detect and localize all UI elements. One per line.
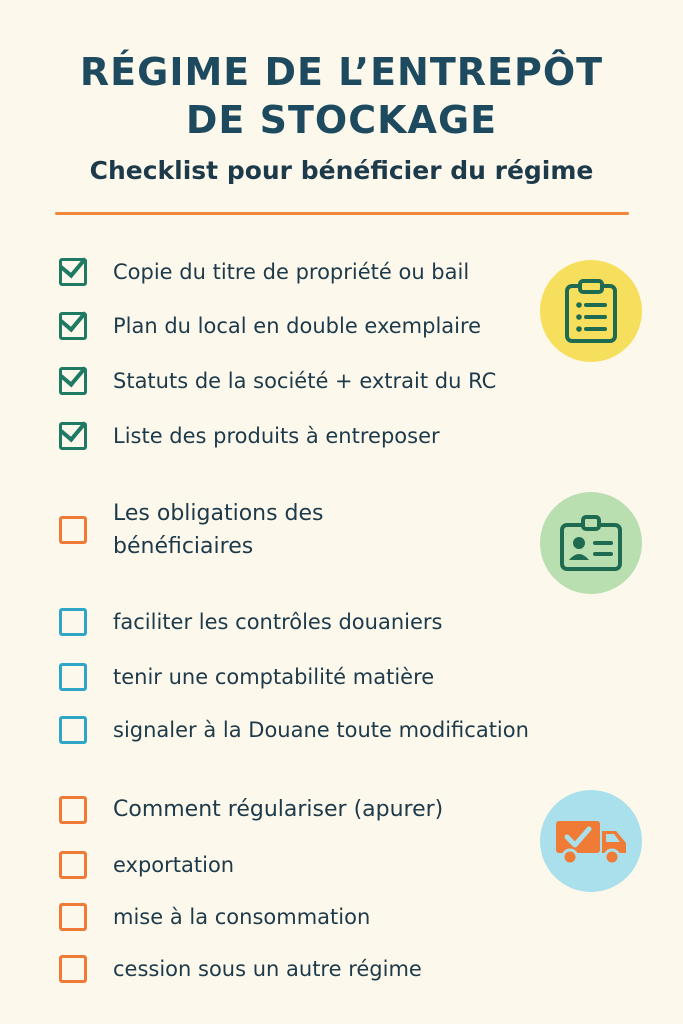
clipboard-list-icon <box>563 278 619 344</box>
header-divider <box>55 212 629 215</box>
checklist-label: tenir une comptabilité matière <box>113 665 435 689</box>
checklist-item-exportation[interactable] <box>59 850 234 880</box>
checkbox-unchecked[interactable] <box>59 608 87 636</box>
checklist-item-consommation[interactable] <box>59 902 370 932</box>
checkbox-unchecked[interactable] <box>59 955 87 983</box>
page-subtitle: Checklist pour bénéficier du régime <box>89 156 594 185</box>
clipboard-badge <box>540 260 642 362</box>
title-line-2: DE STOCKAGE <box>185 98 498 142</box>
checkbox-unchecked[interactable] <box>59 716 87 744</box>
regularisation-heading-item[interactable] <box>59 795 443 825</box>
checkbox-unchecked[interactable] <box>59 796 87 824</box>
checklist-label: signaler à la Douane toute modification <box>113 718 529 742</box>
checklist-item-statuts[interactable] <box>59 366 496 396</box>
page-title <box>0 48 683 144</box>
obligations-heading-item[interactable] <box>59 497 413 563</box>
checkbox-unchecked[interactable] <box>59 516 87 544</box>
checklist-item-title-propriete[interactable] <box>59 257 469 287</box>
checklist-label: faciliter les contrôles douaniers <box>113 610 443 634</box>
checklist-label: exportation <box>113 853 235 877</box>
checkbox-checked[interactable] <box>59 258 87 286</box>
checkmark-icon <box>59 414 87 443</box>
truck-circle <box>540 790 642 892</box>
checklist-item-signaler[interactable] <box>59 715 529 745</box>
checklist-label: cession sous un autre régime <box>113 957 422 981</box>
checkbox-unchecked[interactable] <box>59 663 87 691</box>
checklist-label: Liste des produits à entreposer <box>113 424 440 448</box>
checklist-item-plan-local[interactable] <box>59 311 481 341</box>
checklist-item-liste-produits[interactable] <box>59 421 440 451</box>
checkbox-unchecked[interactable] <box>59 903 87 931</box>
delivery-truck-icon <box>554 815 628 867</box>
checkmark-icon <box>59 359 87 388</box>
badge-circle <box>540 492 642 594</box>
checkbox-checked[interactable] <box>59 367 87 395</box>
checkmark-icon <box>59 304 87 333</box>
checklist-label: Statuts de la société + extrait du RC <box>113 369 497 393</box>
checkmark-icon <box>59 250 87 279</box>
checklist-label: Plan du local en double exemplaire <box>113 314 482 338</box>
obligations-heading: Les obligations des bénéficiaires <box>113 501 324 559</box>
checklist-item-comptabilite[interactable] <box>59 662 434 692</box>
checklist-label: mise à la consommation <box>113 905 371 929</box>
title-line-1: RÉGIME DE L’ENTREPÔT <box>79 50 604 94</box>
checklist-item-cession[interactable] <box>59 954 422 984</box>
checkbox-unchecked[interactable] <box>59 851 87 879</box>
checkbox-checked[interactable] <box>59 312 87 340</box>
id-badge-icon <box>559 514 623 572</box>
regularisation-heading: Comment régulariser (apurer) <box>113 797 444 822</box>
checkbox-checked[interactable] <box>59 422 87 450</box>
checklist-item-controles[interactable] <box>59 607 442 637</box>
checklist-label: Copie du titre de propriété ou bail <box>113 260 470 284</box>
